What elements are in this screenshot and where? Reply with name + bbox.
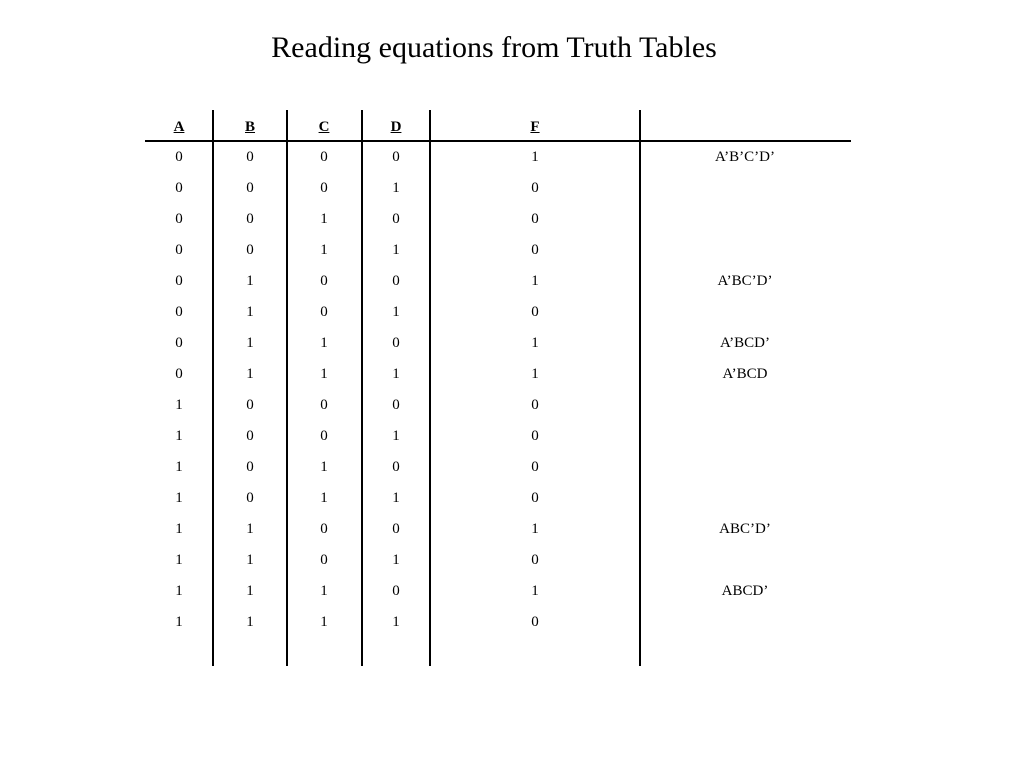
cell-c: 0	[320, 273, 328, 289]
cell-f: 0	[531, 428, 539, 444]
cell-a: 1	[175, 583, 183, 599]
cell-c: 1	[320, 490, 328, 506]
cell-d: 0	[392, 397, 400, 413]
cell-d: 1	[392, 366, 400, 382]
cell-b: 0	[246, 149, 254, 165]
table-row	[145, 210, 851, 230]
cell-a: 0	[175, 335, 183, 351]
cell-a: 0	[175, 211, 183, 227]
header-f: F	[530, 119, 540, 135]
cell-c: 1	[320, 614, 328, 630]
cell-c: 0	[320, 397, 328, 413]
table-row	[145, 365, 851, 385]
cell-b: 1	[246, 304, 254, 320]
cell-b: 0	[246, 242, 254, 258]
cell-d: 1	[392, 428, 400, 444]
table-row	[145, 458, 851, 478]
cell-f: 0	[531, 304, 539, 320]
cell-a: 0	[175, 180, 183, 196]
header-underline	[145, 140, 851, 142]
header-b: B	[244, 119, 256, 135]
cell-d: 0	[392, 335, 400, 351]
table-row	[145, 551, 851, 571]
cell-f: 1	[531, 335, 539, 351]
cell-a: 0	[175, 242, 183, 258]
cell-f: 0	[531, 614, 539, 630]
cell-minterm: A’B’C’D’	[715, 149, 775, 165]
cell-a: 1	[175, 397, 183, 413]
slide-title: Reading equations from Truth Tables	[271, 31, 717, 64]
cell-minterm: ABCD’	[721, 583, 769, 599]
cell-b: 0	[246, 397, 254, 413]
cell-c: 1	[320, 211, 328, 227]
cell-a: 1	[175, 428, 183, 444]
cell-b: 1	[246, 552, 254, 568]
cell-d: 1	[392, 614, 400, 630]
cell-b: 0	[246, 428, 254, 444]
cell-b: 1	[246, 583, 254, 599]
cell-c: 0	[320, 304, 328, 320]
cell-b: 0	[246, 459, 254, 475]
cell-d: 1	[392, 304, 400, 320]
table-row	[145, 334, 851, 354]
table-row	[145, 241, 851, 261]
cell-f: 0	[531, 242, 539, 258]
cell-d: 0	[392, 583, 400, 599]
truth-table	[145, 110, 851, 666]
table-row	[145, 520, 851, 540]
table-row	[145, 303, 851, 323]
cell-c: 0	[320, 149, 328, 165]
cell-d: 0	[392, 273, 400, 289]
cell-a: 0	[175, 304, 183, 320]
cell-f: 0	[531, 180, 539, 196]
cell-f: 1	[531, 149, 539, 165]
cell-f: 0	[531, 211, 539, 227]
cell-b: 1	[246, 273, 254, 289]
cell-d: 1	[392, 490, 400, 506]
cell-b: 1	[246, 614, 254, 630]
cell-c: 1	[320, 242, 328, 258]
cell-c: 1	[320, 335, 328, 351]
table-row	[145, 427, 851, 447]
table-row	[145, 489, 851, 509]
cell-d: 1	[392, 242, 400, 258]
cell-a: 0	[175, 366, 183, 382]
cell-c: 0	[320, 521, 328, 537]
cell-f: 0	[531, 552, 539, 568]
cell-a: 0	[175, 149, 183, 165]
cell-f: 1	[531, 583, 539, 599]
cell-b: 1	[246, 366, 254, 382]
cell-f: 1	[531, 521, 539, 537]
header-c: C	[318, 119, 330, 135]
cell-minterm: A’BCD’	[719, 335, 771, 351]
cell-d: 1	[392, 552, 400, 568]
table-row	[145, 613, 851, 633]
cell-d: 0	[392, 459, 400, 475]
cell-c: 1	[320, 366, 328, 382]
cell-f: 0	[531, 459, 539, 475]
header-d: D	[390, 119, 402, 135]
cell-c: 0	[320, 552, 328, 568]
table-row	[145, 148, 851, 168]
cell-c: 0	[320, 180, 328, 196]
header-a: A	[173, 119, 185, 135]
cell-f: 1	[531, 273, 539, 289]
table-row	[145, 272, 851, 292]
cell-minterm: A’BCD	[722, 366, 768, 382]
cell-d: 0	[392, 521, 400, 537]
cell-a: 1	[175, 490, 183, 506]
cell-f: 0	[531, 490, 539, 506]
cell-d: 0	[392, 149, 400, 165]
cell-a: 1	[175, 459, 183, 475]
table-row	[145, 179, 851, 199]
cell-a: 1	[175, 552, 183, 568]
cell-d: 0	[392, 211, 400, 227]
cell-minterm: ABC’D’	[719, 521, 771, 537]
cell-b: 0	[246, 180, 254, 196]
cell-a: 1	[175, 521, 183, 537]
cell-b: 0	[246, 490, 254, 506]
cell-c: 0	[320, 428, 328, 444]
cell-b: 0	[246, 211, 254, 227]
table-row	[145, 582, 851, 602]
cell-c: 1	[320, 459, 328, 475]
cell-d: 1	[392, 180, 400, 196]
table-row	[145, 396, 851, 416]
cell-minterm: A’BC’D’	[717, 273, 773, 289]
cell-b: 1	[246, 335, 254, 351]
cell-a: 0	[175, 273, 183, 289]
cell-f: 1	[531, 366, 539, 382]
cell-a: 1	[175, 614, 183, 630]
cell-b: 1	[246, 521, 254, 537]
cell-c: 1	[320, 583, 328, 599]
cell-f: 0	[531, 397, 539, 413]
